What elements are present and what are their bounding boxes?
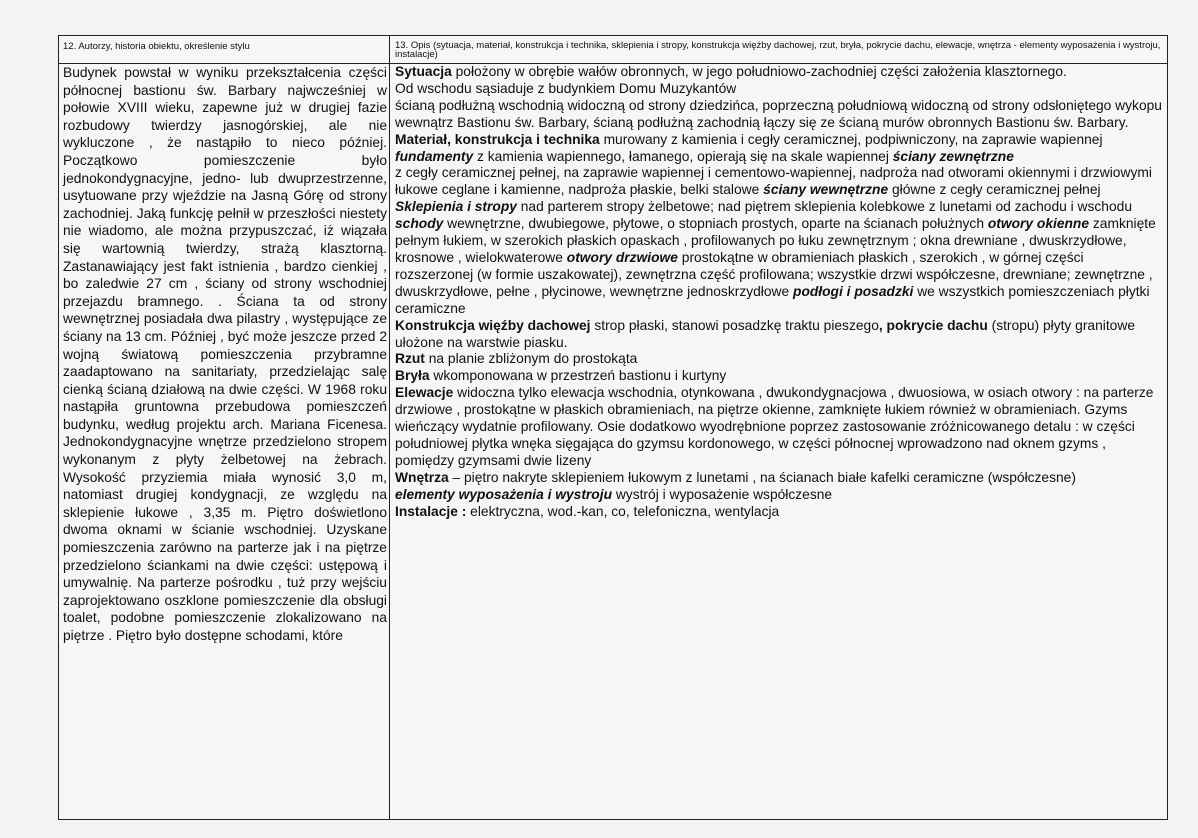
wnetrza-paragraph xyxy=(395,470,1165,487)
material-paragraph xyxy=(395,132,1165,166)
wschod-paragraph: Od wschodu sąsiaduje z budynkiem Domu Muzykantów xyxy=(395,80,737,96)
instalacje-paragraph xyxy=(395,504,1165,521)
history-text: Budynek powstał w wyniku przekształcenia części północnej bastionu św. Barbary najwcześniej w połowie XVIII wieku, zapewne już w drugiej fazie rozbudowy twierdzy jasnogórskiej, ale nie wykluczone , że nastąpiło to nieco później. Początkowo pomieszczenie było jednokondygnacyjne, jedno- lub dwuprzestrzenne, usytuowane przy wjeździe na Jasną Górę od strony zachodniej. Jaką funkcję pełnił w przeszłości niestety nie wiadomo, ale można przypuszczać, iż wiązała się wartownią twierdzy, strażą klasztorną. Zastanawiający jest fakt istnienia , bardzo cienkiej , bo zaledwie 27 cm , ściany od strony wschodniej przejazdu bramnego. . Ściana ta od strony wewnętrznej posiadała dwa pilastry , występujące ze ściany na 13 cm. Później , być może jeszcze przed 2 wojną światową pomieszczenia przybramne zaadaptowano na sanitariaty, przedzielając salę cienką ścianą działową na dwie części. W 1968 roku nastąpiła gruntowna przebudowa pomieszczeń budynku, według projektu arch. Mariana Ficenesa. Jednokondygnacyjne wnętrze przedzielono stropem wykonanym z płyty żelbetowej na żebrach. Wysokość przyziemia miała wynosić 3,0 m, natomiast drugiej kondygnacji, ze względu na sklepienie łukowe , 3,35 m. Piętro doświetlono dwoma oknami w ścianie wschodniej. Uzyskane pomieszczenia zarówno na parterze jak i na piętrze przedzielono ściankami na dwie części: ustępową i umywalnię. Na parterze pośrodku , tuż przy wejściu zaprojektowano oszklone pomieszczenie dla obsługi toalet, podobne pomieszczenie zlokalizowano na piętrze . Piętro było dostępne schodami, które xyxy=(63,65,387,643)
sciany-zewnetrzne-text: z cegły ceramicznej pełnej, na zaprawie wapiennej i cementowo-wapiennej, nadproża nad otworami okiennymi i drzwiowymi łukowe ceglane i kamienne, nadproża płaskie, belki stalowe xyxy=(395,165,1152,198)
column-header-13: 13. Opis (sytuacja, materiał, konstrukcja i technika, sklepienia i stropy, konstrukcja więźby dachowej, rzut, bryła, pokrycie dachu, elewacje, wnętrza - elementy wyposażenia i wystroju, instalacje) xyxy=(395,40,1161,61)
rzut-text: na planie zbliżonym do prostokąta xyxy=(424,351,638,367)
bryla-text: wkomponowana w przestrzeń bastionu i kurtyny xyxy=(429,368,727,384)
pokrycie-label: , pokrycie dachu xyxy=(878,317,988,333)
sciana-paragraph: ścianą podłużną wschodnią widoczną od strony dziedzińca, poprzeczną południową widoczną od strony odsłoniętego wykopu wewnątrz Bastionu św. Barbary, ścianą podłużną zachodnią łączy się ze ścianą murów obronnych Bastionu św. Barbary. xyxy=(395,97,1162,130)
column-header-12: 12. Autorzy, historia obiektu, określenie stylu xyxy=(63,41,250,52)
sciany-paragraph xyxy=(395,165,1165,199)
sytuacja-paragraph xyxy=(395,64,1165,81)
elewacje-label: Elewacje xyxy=(395,385,454,401)
sklepienia-paragraph xyxy=(395,199,1165,317)
wnetrza-text: – piętro nakryte sklepieniem łukowym z lunetami , na ścianach białe kafelki ceramiczne (współczesne) xyxy=(448,469,1076,485)
schody-label: schody xyxy=(395,216,444,232)
sklepienia-text: nad parterem stropy żelbetowe; nad piętrem sklepienia kolebkowe z lunetami od zachodu i wschodu xyxy=(516,199,1132,215)
sklepienia-label: Sklepienia i stropy xyxy=(395,199,517,215)
instalacje-label: Instalacje : xyxy=(395,503,467,519)
rzut-label: Rzut xyxy=(395,351,425,367)
podlogi-label: podłogi i posadzki xyxy=(793,283,914,299)
schody-text: wewnętrzne, dwubiegowe, płytowe, o stopniach prostych, oparte na ścianach połużnych xyxy=(443,216,988,232)
elementy-text: wystrój i wyposażenie współczesne xyxy=(612,486,833,502)
fundamenty-label: fundamenty xyxy=(395,148,474,164)
pokrycie-text: (stropu) płyty granitowe ułożone na warstwie piasku. xyxy=(395,317,1135,350)
elewacje-text: widoczna tylko elewacja wschodnia, otynkowana , dwukondygnacjowa , dwuosiowa, w osiach otwory : na parterze drzwiowe , prostokątne w płaskich obramieniach, na piętrze okienne, zamknięte łukiem również w obramieniach. Gzyms wieńczący wydatnie profilowany. Osie dodatkowo wyodrębnione poprzez zastosowanie zróżnicowanego detalu : w części południowej płytka wnęka sięgająca do gzymsu kordonowego, w części północnej wprowadzono nad oknem gzyms , pomiędzy gzymsami dwie lizeny xyxy=(395,385,1154,468)
wiezba-text: strop płaski, stanowi posadzkę traktu pieszego xyxy=(590,317,879,333)
elementy-label: elementy wyposażenia i wystroju xyxy=(395,486,612,502)
otwory-okienne-text: zamknięte pełnym łukiem, w szerokich płaskich opaskach , profilowanych po łuku zewnętrznym ; okna drewniane , dwuskrzydłowe, krosnowe , wielokwaterowe xyxy=(395,216,1156,265)
bryla-paragraph xyxy=(395,368,1165,385)
bryla-label: Bryła xyxy=(395,368,430,384)
elementy-paragraph xyxy=(395,487,1165,504)
sciany-wewnetrzne-text: główne z cegły ceramicznej pełnej xyxy=(888,182,1101,198)
column-divider xyxy=(389,36,390,819)
sytuacja-text: położony w obrębie wałów obronnych, w jego południowo-zachodniej części założenia klasztornego. xyxy=(451,64,1067,79)
sciany-wewnetrzne-label: ściany wewnętrzne xyxy=(763,182,889,198)
history-column xyxy=(63,64,387,645)
sciany-zewnetrzne-label: ściany zewnętrzne xyxy=(892,148,1014,164)
otwory-drzwiowe-text: prostokątne w obramieniach płaskich , szerokich , w górnej części rozszerzonej (w formie uszakowatej), zewnętrzna część profilowana; wszystkie drzwi współczesne, drewniane; zewnętrzne , dwuskrzydłowe, pełne , płycinowe, wewnętrzne jednoskrzydłowe xyxy=(395,249,1153,299)
instalacje-text: elektryczna, wod.-kan, co, telefoniczna, wentylacja xyxy=(466,503,780,519)
form-table xyxy=(58,35,1168,820)
wnetrza-label: Wnętrza xyxy=(395,469,449,485)
wiezba-paragraph xyxy=(395,318,1165,352)
podlogi-text: we wszystkich pomieszczeniach płytki ceramiczne xyxy=(395,283,1150,316)
description-column xyxy=(395,64,1165,520)
sytuacja-label: Sytuacja xyxy=(395,64,452,79)
material-label: Materiał, konstrukcja i technika xyxy=(395,131,600,147)
elewacje-paragraph xyxy=(395,385,1165,470)
rzut-paragraph xyxy=(395,351,1165,368)
otwory-okienne-label: otwory okienne xyxy=(987,216,1090,232)
material-text: murowany z kamienia i cegły ceramicznej, podpiwniczony, na zaprawie wapiennej xyxy=(599,131,1103,147)
otwory-drzwiowe-label: otwory drzwiowe xyxy=(566,249,678,265)
wiezba-label: Konstrukcja więźby dachowej xyxy=(395,317,591,333)
fundamenty-text: z kamienia wapiennego, łamanego, opierają się na skale wapiennej xyxy=(473,148,893,164)
